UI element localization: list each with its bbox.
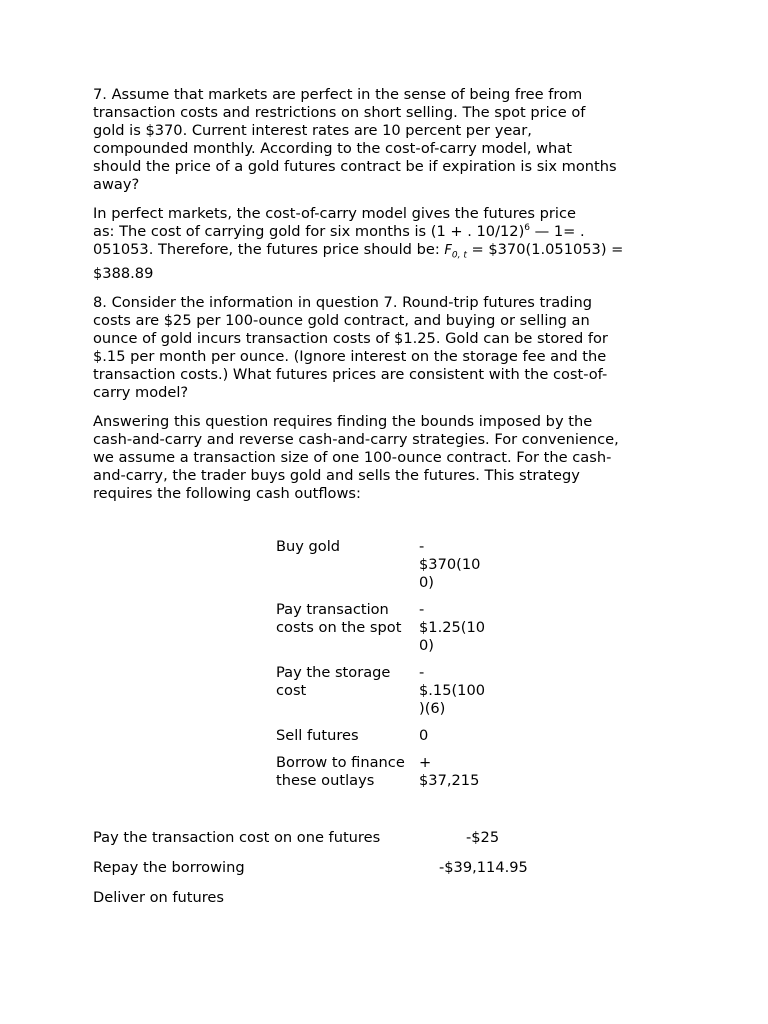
table-row (276, 664, 516, 718)
row-value: 0 (419, 727, 429, 744)
cash-flow-table (276, 538, 516, 799)
table-row (276, 727, 516, 745)
answer-7-line4: $388.89 (93, 264, 154, 282)
answer-7 (93, 205, 693, 283)
futures-price-variable: $F_{0, t}$ (444, 243, 467, 261)
table-row (276, 601, 516, 655)
exponent: 6 (524, 223, 530, 234)
question-7: 7. Assume that markets are perfect in the sense of being free from transaction costs and restrictions on short selling. The spot price of gold is $370. Current interest rates are 10 percent per year, compounded monthly. According to the cost-of-carry model, what should the price of a gold futures contract be if expiration is six months away? (93, 86, 617, 193)
table-row (276, 754, 516, 790)
row-label: Borrow to finance these outlays (276, 754, 405, 789)
summary-value: -$39,114.95 (439, 859, 528, 876)
summary-label: Deliver on futures (93, 889, 225, 906)
summary-line (93, 859, 528, 877)
summary-line (93, 889, 224, 907)
summary-line (93, 829, 500, 847)
answer-7-line2: as: The cost of carrying gold for six months is (1 + . 10/12)$^6$ — 1= . (93, 223, 585, 240)
row-label: Buy gold (276, 538, 341, 555)
answer-8: Answering this question requires finding the bounds imposed by the cash-and-carry and reverse cash-and-carry strategies. For convenience, we assume a transaction size of one 100-ounce contract. For the cash- and-carry, the trader buys gold and sells the futures. This strategy requires the following cash outflows: (93, 412, 619, 502)
row-label: Sell futures (276, 727, 359, 744)
row-value: + $37,215 (419, 754, 480, 789)
document-body (93, 86, 693, 514)
row-label: Pay transaction costs on the spot (276, 601, 402, 636)
row-label: Pay the storage cost (276, 664, 391, 699)
table-row (276, 538, 516, 592)
summary-label: Repay the borrowing (93, 859, 245, 876)
summary-label: Pay the transaction cost on one futures (93, 829, 381, 846)
answer-7-line3: 051053. Therefore, the futures price should be: $F_{0, t}$ = $370(1.051053) = (93, 241, 624, 261)
row-value: - $370(10 0) (419, 538, 481, 591)
summary-value: -$25 (466, 829, 500, 846)
answer-7-line1: In perfect markets, the cost-of-carry model gives the futures price (93, 205, 576, 222)
question-8: 8. Consider the information in question 7. Round-trip futures trading costs are $25 per 100-ounce gold contract, and buying or selling an ounce of gold incurs transaction costs of $1.25. Gold can be stored for $.15 per month per ounce. (Ignore interest on the storage fee and the transaction costs.) What futures prices are consistent with the cost-of- carry model? (93, 293, 608, 401)
row-value: - $.15(100 )(6) (419, 664, 486, 717)
row-value: - $1.25(10 0) (419, 601, 486, 654)
